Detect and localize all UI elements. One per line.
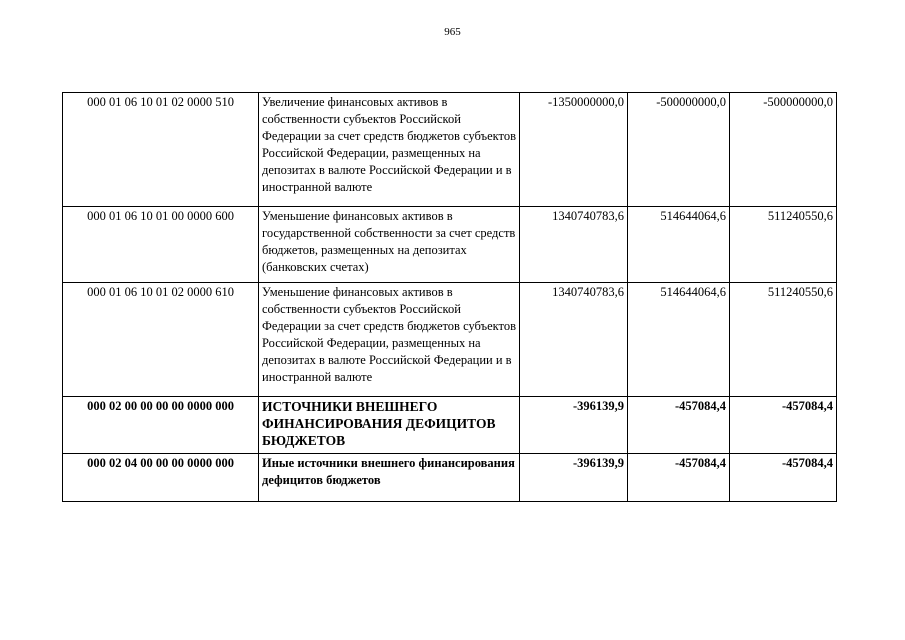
budget-code: 000 02 00 00 00 00 0000 000	[63, 397, 259, 454]
amount-year-2: -457084,4	[628, 397, 730, 454]
source-name: Уменьшение финансовых активов в государственной собственности за счет средств бюджетов, размещенных на депозитах (банковских счетах)	[259, 207, 520, 283]
budget-code: 000 01 06 10 01 02 0000 610	[63, 283, 259, 397]
amount-year-1: -1350000000,0	[520, 93, 628, 207]
table-row	[63, 454, 837, 502]
budget-code: 000 01 06 10 01 02 0000 510	[63, 93, 259, 207]
amount-year-3: 511240550,6	[730, 207, 837, 283]
source-name: Иные источники внешнего финансирования дефицитов бюджетов	[259, 454, 520, 502]
budget-code: 000 02 04 00 00 00 0000 000	[63, 454, 259, 502]
amount-year-1: 1340740783,6	[520, 283, 628, 397]
source-name: ИСТОЧНИКИ ВНЕШНЕГО ФИНАНСИРОВАНИЯ ДЕФИЦИТОВ БЮДЖЕТОВ	[259, 397, 520, 454]
amount-year-3: 511240550,6	[730, 283, 837, 397]
table-row	[63, 283, 837, 397]
amount-year-2: -457084,4	[628, 454, 730, 502]
amount-year-2: -500000000,0	[628, 93, 730, 207]
amount-year-3: -457084,4	[730, 454, 837, 502]
amount-year-1: -396139,9	[520, 454, 628, 502]
table-row	[63, 397, 837, 454]
amount-year-3: -500000000,0	[730, 93, 837, 207]
amount-year-1: 1340740783,6	[520, 207, 628, 283]
table-row	[63, 93, 837, 207]
amount-year-2: 514644064,6	[628, 283, 730, 397]
source-name: Уменьшение финансовых активов в собственности субъектов Российской Федерации за счет средств бюджетов субъектов Российской Федерации, размещенных на депозитах в валюте Российской Федерации и в иностранной валюте	[259, 283, 520, 397]
amount-year-2: 514644064,6	[628, 207, 730, 283]
budget-code: 000 01 06 10 01 00 0000 600	[63, 207, 259, 283]
page-number: 965	[444, 26, 461, 38]
table-row	[63, 207, 837, 283]
budget-sources-table	[62, 92, 837, 502]
amount-year-1: -396139,9	[520, 397, 628, 454]
source-name: Увеличение финансовых активов в собственности субъектов Российской Федерации за счет средств бюджетов субъектов Российской Федерации, размещенных на депозитах в валюте Российской Федерации и в иностранной валюте	[259, 93, 520, 207]
amount-year-3: -457084,4	[730, 397, 837, 454]
